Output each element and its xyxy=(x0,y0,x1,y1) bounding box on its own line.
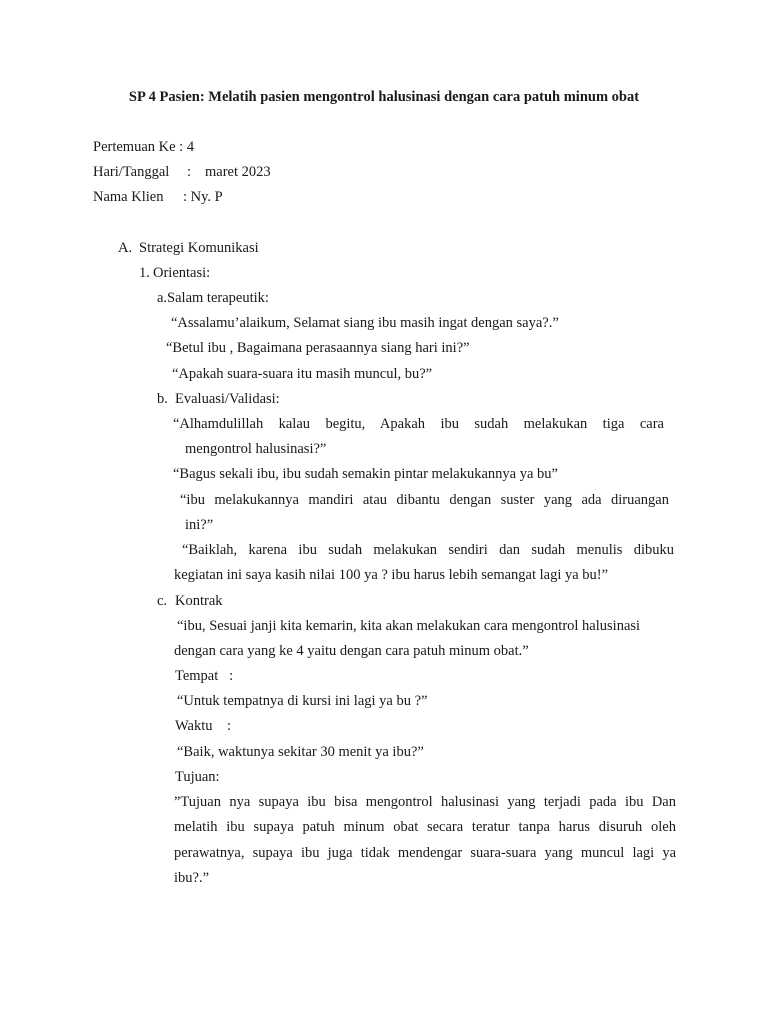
orientasi-title: Orientasi: xyxy=(153,265,211,281)
tujuan-label: Tujuan: xyxy=(175,769,220,785)
salam-line-1: “Assalamu’alaikum, Selamat siang ibu masih ingat dengan saya?.” xyxy=(171,315,559,331)
evaluasi-heading xyxy=(157,390,280,408)
waktu-label: Waktu : xyxy=(175,718,232,734)
klien-label: Nama Klien xyxy=(93,189,164,205)
evaluasi-p4-line-2: kegiatan ini saya kasih nilai 100 ya ? ibu harus lebih semangat lagi ya bu!” xyxy=(174,567,609,583)
evaluasi-p1-line-2: mengontrol halusinasi?” xyxy=(185,441,327,457)
evaluasi-title: Evaluasi/Validasi: xyxy=(175,391,280,407)
kontrak-p1-line-2: dengan cara yang ke 4 yaitu dengan cara patuh minum obat.” xyxy=(174,643,529,659)
tempat-text: “Untuk tempatnya di kursi ini lagi ya bu ?” xyxy=(177,693,428,709)
evaluasi-p3-line-1: “ibu melakukannya mandiri atau dibantu dengan suster yang ada diruangan xyxy=(180,492,669,508)
salam-line-2: “Betul ibu , Bagaimana perasaannya siang hari ini?” xyxy=(166,340,470,356)
tempat-label: Tempat : xyxy=(175,668,234,684)
evaluasi-p2: “Bagus sekali ibu, ibu sudah semakin pintar melakukannya ya bu” xyxy=(173,466,558,482)
kontrak-p1-line-1: “ibu, Sesuai janji kita kemarin, kita akan melakukan cara mengontrol halusinasi xyxy=(177,618,641,634)
orientasi-marker: 1. xyxy=(139,265,150,281)
evaluasi-p3-line-2: ini?” xyxy=(185,517,214,533)
section-a-marker: A. xyxy=(118,240,133,256)
tujuan-line-1: ”Tujuan nya supaya ibu bisa mengontrol halusinasi yang terjadi pada ibu Dan xyxy=(174,794,676,810)
salam-heading: a.Salam terapeutik: xyxy=(157,290,269,306)
evaluasi-p1-line-1: “Alhamdulillah kalau begitu, Apakah ibu sudah melakukan tiga cara xyxy=(173,416,664,432)
orientasi-heading xyxy=(139,264,210,282)
kontrak-title: Kontrak xyxy=(175,593,223,609)
klien-value: : Ny. P xyxy=(183,189,223,205)
section-a-title: Strategi Komunikasi xyxy=(139,240,259,256)
evaluasi-p4-line-1: “Baiklah, karena ibu sudah melakukan sendiri dan sudah menulis dibuku xyxy=(182,542,674,558)
kontrak-heading xyxy=(157,592,223,610)
tujuan-line-4: ibu?.” xyxy=(174,870,210,886)
evaluasi-marker: b. xyxy=(157,391,168,407)
pertemuan-label: Pertemuan Ke xyxy=(93,139,176,155)
tujuan-line-3: perawatnya, supaya ibu juga tidak mendengar suara-suara yang muncul lagi ya xyxy=(174,845,676,861)
document-title: SP 4 Pasien: Melatih pasien mengontrol halusinasi dengan cara patuh minum obat xyxy=(128,89,640,105)
tanggal-row xyxy=(93,163,271,181)
tanggal-label: Hari/Tanggal xyxy=(93,164,170,180)
salam-line-3: “Apakah suara-suara itu masih muncul, bu?” xyxy=(172,366,433,382)
waktu-text: “Baik, waktunya sekitar 30 menit ya ibu?” xyxy=(177,744,424,760)
section-a-heading xyxy=(118,239,259,257)
klien-row xyxy=(93,188,223,206)
pertemuan-value: : 4 xyxy=(179,139,195,155)
tanggal-value: maret 2023 xyxy=(205,164,271,180)
pertemuan-row xyxy=(93,138,194,156)
kontrak-marker: c. xyxy=(157,593,168,609)
tanggal-separator: : xyxy=(187,164,192,180)
tujuan-line-2: melatih ibu supaya patuh minum obat secara teratur tanpa harus disuruh oleh xyxy=(174,819,676,835)
